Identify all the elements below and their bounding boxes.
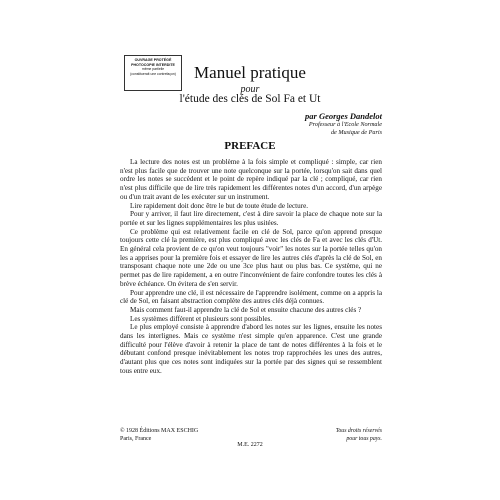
paragraph: La lecture des notes est un problème à la fois simple et compliqué : simple, car rien n'est plus facile que de trouver une note quelconque sur la portée, lorsqu'on sait dans quel ordre les notes se succèdent et le point de repère indiqué par la clé ; compliqué, car rien n'est plus difficile que de lire très rapidement les différentes notes d'un accord, d'un arpège ou d'un trait avant de les exécuter sur un instrument. — [120, 158, 382, 201]
footer-copyright: © 1928 Éditions MAX ESCHIG — [120, 428, 199, 434]
author-title-line1: Professeur à l'Ecole Normale — [308, 121, 382, 128]
section-heading: PREFACE — [224, 140, 276, 152]
stamp-line1: OUVRAGE PROTÉGÉ — [134, 58, 172, 62]
paragraph: Les systèmes diffèrent et plusieurs sont possibles. — [130, 314, 273, 323]
footer-city: Paris, France — [120, 435, 152, 442]
paragraph: Mais comment faut-il apprendre la clé de Sol et ensuite chacune des autres clés ? — [130, 305, 362, 314]
paragraph: Pour apprendre une clé, il est nécessaire de l'apprendre isolément, comme on a appris la clé de Sol, en faisant abstraction complète des autres clés déjà connues. — [120, 288, 382, 306]
paragraph: Ce problème qui est relativement facile en clé de Sol, parce qu'on apprend presque toujours cette clé la première, est plus compliqué avec les clés de Fa et avec les clés d'Ut. En général cela provient de ce qu'on veut toujours "voir" les notes sur la portée telles qu'on les a apprises pour la première fois et essayer de lire les autres clés d'après la clé de Sol, en transposant chaque note une 2de ou une 3ce plus haut ou plus bas. Ce système, qui ne permet pas de lire rapidement, a en outre l'inconvénient de faire confondre toutes les clés à brève échéance. On évitera de s'en servir. — [120, 227, 382, 288]
paragraph: Lire rapidement doit donc être le but de toute étude de lecture. — [130, 201, 309, 210]
edition-code: M.E. 2272 — [237, 442, 263, 448]
author-title — [262, 121, 382, 137]
footer-rights-line2: pour tous pays. — [346, 435, 382, 442]
footer-rights — [336, 428, 382, 443]
document-subtitle: l'étude des clés de Sol Fa et Ut — [179, 93, 321, 105]
footer-rights-line1: Tous droits réservés — [335, 428, 382, 434]
stamp-line2: PHOTOCOPIE INTERDITE — [131, 62, 175, 67]
footer-publisher — [120, 428, 198, 443]
author-name: par Georges Dandelot — [305, 111, 382, 121]
stamp-line3: même partielle — [141, 67, 165, 71]
stamp-line4: (constituerait une contrefaçon) — [130, 71, 176, 76]
paragraph: Pour y arriver, il faut lire directement, c'est à dire savoir la place de chaque note sur la portée et sur les lignes supplémentaires les plus usitées. — [120, 210, 382, 227]
preface-body — [120, 158, 382, 376]
author-title-line2: de Musique de Paris — [330, 129, 382, 136]
document-title: Manuel pratique — [194, 63, 306, 82]
paragraph: Le plus employé consiste à apprendre d'abord les notes sur les lignes, ensuite les notes dans les interlignes. Mais ce système n'est simple qu'en apparence. C'est une grande difficulté pour l'élève d'avoir à retenir la place de tant de notes différentes à la fois et le débutant confond presque inévitablement les notes trop rapprochées les unes des autres, d'autant plus que ces notes sont indiquées sur la portée par des signes qui se ressemblent tous entre eux. — [120, 323, 382, 375]
document-subtitle-pour: pour — [240, 84, 260, 95]
